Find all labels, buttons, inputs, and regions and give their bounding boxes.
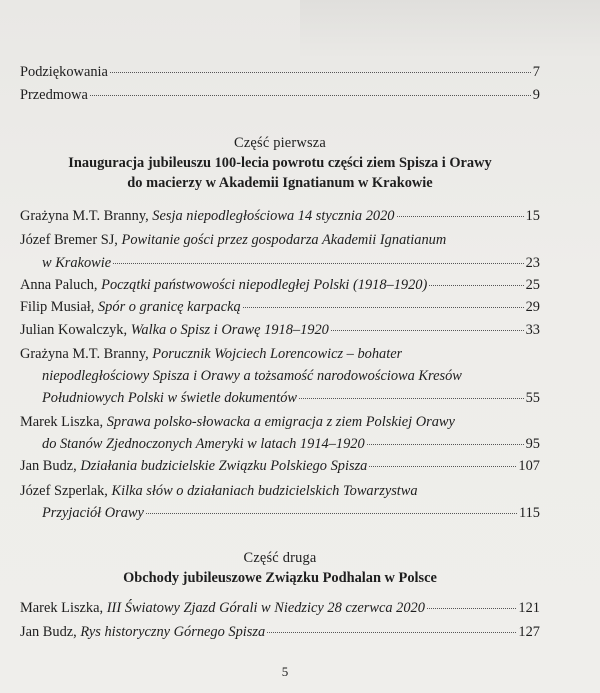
toc-entry[interactable] <box>20 481 540 523</box>
leader-dots <box>331 330 524 331</box>
toc-entry[interactable] <box>20 622 540 642</box>
entry-author: Józef Bremer SJ, <box>20 232 118 248</box>
entry-author: Marek Liszka, <box>20 600 104 616</box>
entry-title-continued: Przyjaciół Orawy <box>42 505 144 521</box>
entry-title-continued: do Stanów Zjednoczonych Ameryki w latach 1914–1920 <box>42 436 365 452</box>
entry-author: Grażyna M.T. Branny, <box>20 208 149 224</box>
entry-title-continued: w Krakowie <box>42 255 112 271</box>
entry-author: Marek Liszka, <box>20 414 104 430</box>
page-number: 121 <box>518 600 540 616</box>
page-number: 95 <box>525 436 540 452</box>
page-number: 55 <box>525 390 540 406</box>
toc-entry[interactable] <box>20 344 540 408</box>
page-number: 7 <box>532 64 540 80</box>
entry-title-continued: Południowych Polski w świetle dokumentów <box>42 390 297 406</box>
entry-title: Spór o granicę karpacką <box>97 299 241 315</box>
entry-title: Rys historyczny Górnego Spisza <box>80 624 266 640</box>
page-number: 115 <box>518 505 540 521</box>
toc-entry-acknowledgements[interactable] <box>20 62 540 82</box>
page-number: 15 <box>525 208 540 224</box>
toc-entry[interactable] <box>20 320 540 340</box>
toc-entry[interactable] <box>20 275 540 295</box>
part-one-heading <box>0 133 560 193</box>
entry-title: Początki państwowości niepodległej Polski (1918–1920) <box>101 277 428 293</box>
part-title-line: do macierzy w Akademii Ignatianum w Krakowie <box>127 175 433 191</box>
page-number: 127 <box>518 624 540 640</box>
entry-author: Anna Paluch, <box>20 277 98 293</box>
leader-dots <box>267 632 516 633</box>
page-number: 25 <box>525 277 540 293</box>
entry-title: Kilka słów o działaniach budzicielskich Towarzystwa <box>111 483 418 499</box>
entry-label: Przedmowa <box>20 87 88 103</box>
page-number: 9 <box>532 87 540 103</box>
part-title-line: Inauguracja jubileuszu 100-lecia powrotu części ziem Spisza i Orawy <box>68 155 492 171</box>
entry-title-continued: niepodległościowy Spisza i Orawy a tożsamość narodowościowa Kresów <box>42 368 462 384</box>
entry-label: Podziękowania <box>20 64 108 80</box>
leader-dots <box>429 285 523 286</box>
bleed-through-shadow <box>300 0 600 60</box>
leader-dots <box>427 608 516 609</box>
part-title-line: Obchody jubileuszowe Związku Podhalan w Polsce <box>123 570 437 586</box>
entry-author: Jan Budz, <box>20 624 77 640</box>
toc-entry[interactable] <box>20 412 540 454</box>
entry-title: Sesja niepodległościowa 14 stycznia 2020 <box>152 208 395 224</box>
leader-dots <box>243 307 524 308</box>
entry-title: Porucznik Wojciech Lorencowicz – bohater <box>152 346 403 362</box>
entry-title: Powitanie gości przez gospodarza Akademii Ignatianum <box>121 232 447 248</box>
entry-title: Działania budzicielskie Związku Polskiego Spisza <box>80 458 368 474</box>
leader-dots <box>90 95 531 96</box>
toc-entry[interactable] <box>20 456 540 476</box>
entry-author: Grażyna M.T. Branny, <box>20 346 149 362</box>
toc-entry[interactable] <box>20 297 540 317</box>
leader-dots <box>299 398 524 399</box>
leader-dots <box>369 466 516 467</box>
leader-dots <box>397 216 524 217</box>
leader-dots <box>146 513 517 514</box>
page-number: 107 <box>518 458 540 474</box>
page-number: 29 <box>525 299 540 315</box>
toc-entry-preface[interactable] <box>20 85 540 105</box>
page-folio: 5 <box>281 664 289 679</box>
leader-dots <box>367 444 524 445</box>
leader-dots <box>110 72 531 73</box>
entry-author: Jan Budz, <box>20 458 77 474</box>
entry-author: Józef Szperlak, <box>20 483 108 499</box>
entry-author: Filip Musiał, <box>20 299 95 315</box>
leader-dots <box>113 263 523 264</box>
page-number: 33 <box>525 322 540 338</box>
toc-entry[interactable] <box>20 230 540 273</box>
entry-title: Walka o Spisz i Orawę 1918–1920 <box>130 322 329 338</box>
entry-title: Sprawa polsko-słowacka a emigracja z ziem Polskiej Orawy <box>106 414 455 430</box>
toc-entry[interactable] <box>20 206 540 226</box>
part-label: Część pierwsza <box>234 135 326 151</box>
toc-entry[interactable] <box>20 598 540 618</box>
part-two-heading <box>0 548 560 588</box>
page-number: 23 <box>525 255 540 271</box>
part-label: Część druga <box>243 550 317 566</box>
entry-author: Julian Kowalczyk, <box>20 322 128 338</box>
entry-title: III Światowy Zjazd Górali w Niedzicy 28 czerwca 2020 <box>106 600 425 616</box>
